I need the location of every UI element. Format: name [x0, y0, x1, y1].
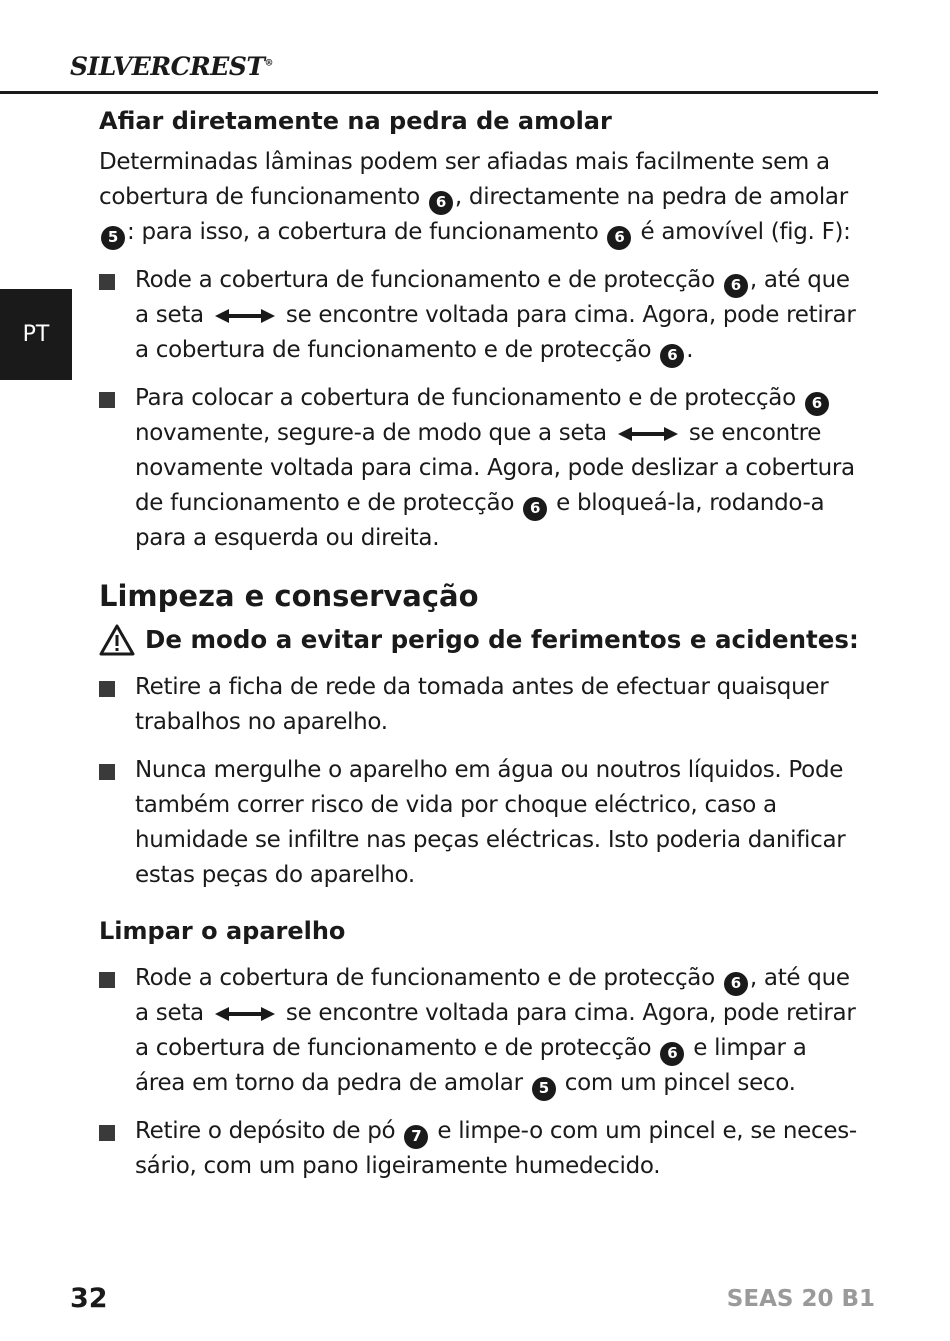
page-number: 32: [70, 1283, 108, 1314]
ref-number-badge: 6: [660, 344, 684, 368]
model-label: SEAS 20 B1: [726, 1286, 875, 1312]
ref-number-badge: 6: [660, 1042, 684, 1066]
ref-number-badge: 6: [805, 392, 829, 416]
square-bullet-icon: [99, 681, 115, 697]
square-bullet-icon: [99, 1125, 115, 1141]
language-tab-label: PT: [22, 322, 50, 347]
brand-logo: SILVERCREST®: [70, 52, 273, 81]
ref-number-badge: 5: [101, 226, 125, 250]
page-content: [99, 103, 859, 1184]
list-item: Para colocar a cobertura de funcionamento e de protecção 6 novamente, segure-a de modo que a seta se encontre novamente voltada para cima. Agora, pode deslizar a cobertura de funcionamento e de protecção 6 e bloqueá-la, rodando-a para a esquerda ou direita.: [99, 381, 859, 556]
ref-number-badge: 6: [724, 972, 748, 996]
warning-heading: De modo a evitar perigo de ferimentos e acidentes:: [99, 622, 859, 658]
list-item: Retire a ficha de rede da tomada antes de efectuar quaisquer trabalhos no aparelho.: [99, 670, 859, 740]
section-heading-clean-device: Limpar o aparelho: [99, 917, 346, 945]
list-item: Rode a cobertura de funcionamento e de protecção 6 , até que a seta se encontre voltada para cima. Agora, pode retirar a cobertura de funcionamento e de protecção 6 .: [99, 263, 859, 368]
double-arrow-icon: [618, 426, 678, 442]
ref-number-badge: 6: [607, 226, 631, 250]
intro-paragraph: Determinadas lâminas podem ser afiadas mais facilmente sem a cobertura de funcionamento 6 , directamente na pedra de amolar 5 : para isso, a cobertura de funcionamento 6 é amovível (fig. F):: [99, 145, 859, 250]
warning-triangle-icon: [99, 624, 135, 656]
header-rule: [0, 91, 878, 94]
bullet-list-cleaning: [99, 670, 859, 893]
ref-number-badge: 6: [724, 274, 748, 298]
list-item: Retire o depósito de pó 7 e limpe-o com um pincel e, se necessário, com um pano ligeiramente humedecido.: [99, 1114, 859, 1184]
bullet-list-clean-device: [99, 961, 859, 1184]
section-heading-cleaning: Limpeza e conservação: [99, 579, 479, 613]
section-heading-sharpen: Afiar diretamente na pedra de amolar: [99, 107, 612, 135]
list-item: Nunca mergulhe o aparelho em água ou noutros líquidos. Pode também correr risco de vida por choque eléctrico, caso a humidade se infiltre nas peças eléctricas. Isto poderia danificar estas peças do aparelho.: [99, 753, 859, 893]
ref-number-badge: 6: [429, 191, 453, 215]
list-item: Rode a cobertura de funcionamento e de protecção 6 , até que a seta se encontre voltada para cima. Agora, pode retirar a cobertura de funcionamento e de protecção 6 e limpar a área em torno da pedra de amolar 5 com um pincel seco.: [99, 961, 859, 1101]
square-bullet-icon: [99, 392, 115, 408]
ref-number-badge: 5: [532, 1077, 556, 1101]
square-bullet-icon: [99, 972, 115, 988]
bullet-list-sharpen: [99, 263, 859, 556]
ref-number-badge: 6: [523, 497, 547, 521]
square-bullet-icon: [99, 274, 115, 290]
ref-number-badge: 7: [404, 1125, 428, 1149]
language-tab: [0, 289, 72, 380]
square-bullet-icon: [99, 764, 115, 780]
double-arrow-icon: [215, 1006, 275, 1022]
double-arrow-icon: [215, 308, 275, 324]
